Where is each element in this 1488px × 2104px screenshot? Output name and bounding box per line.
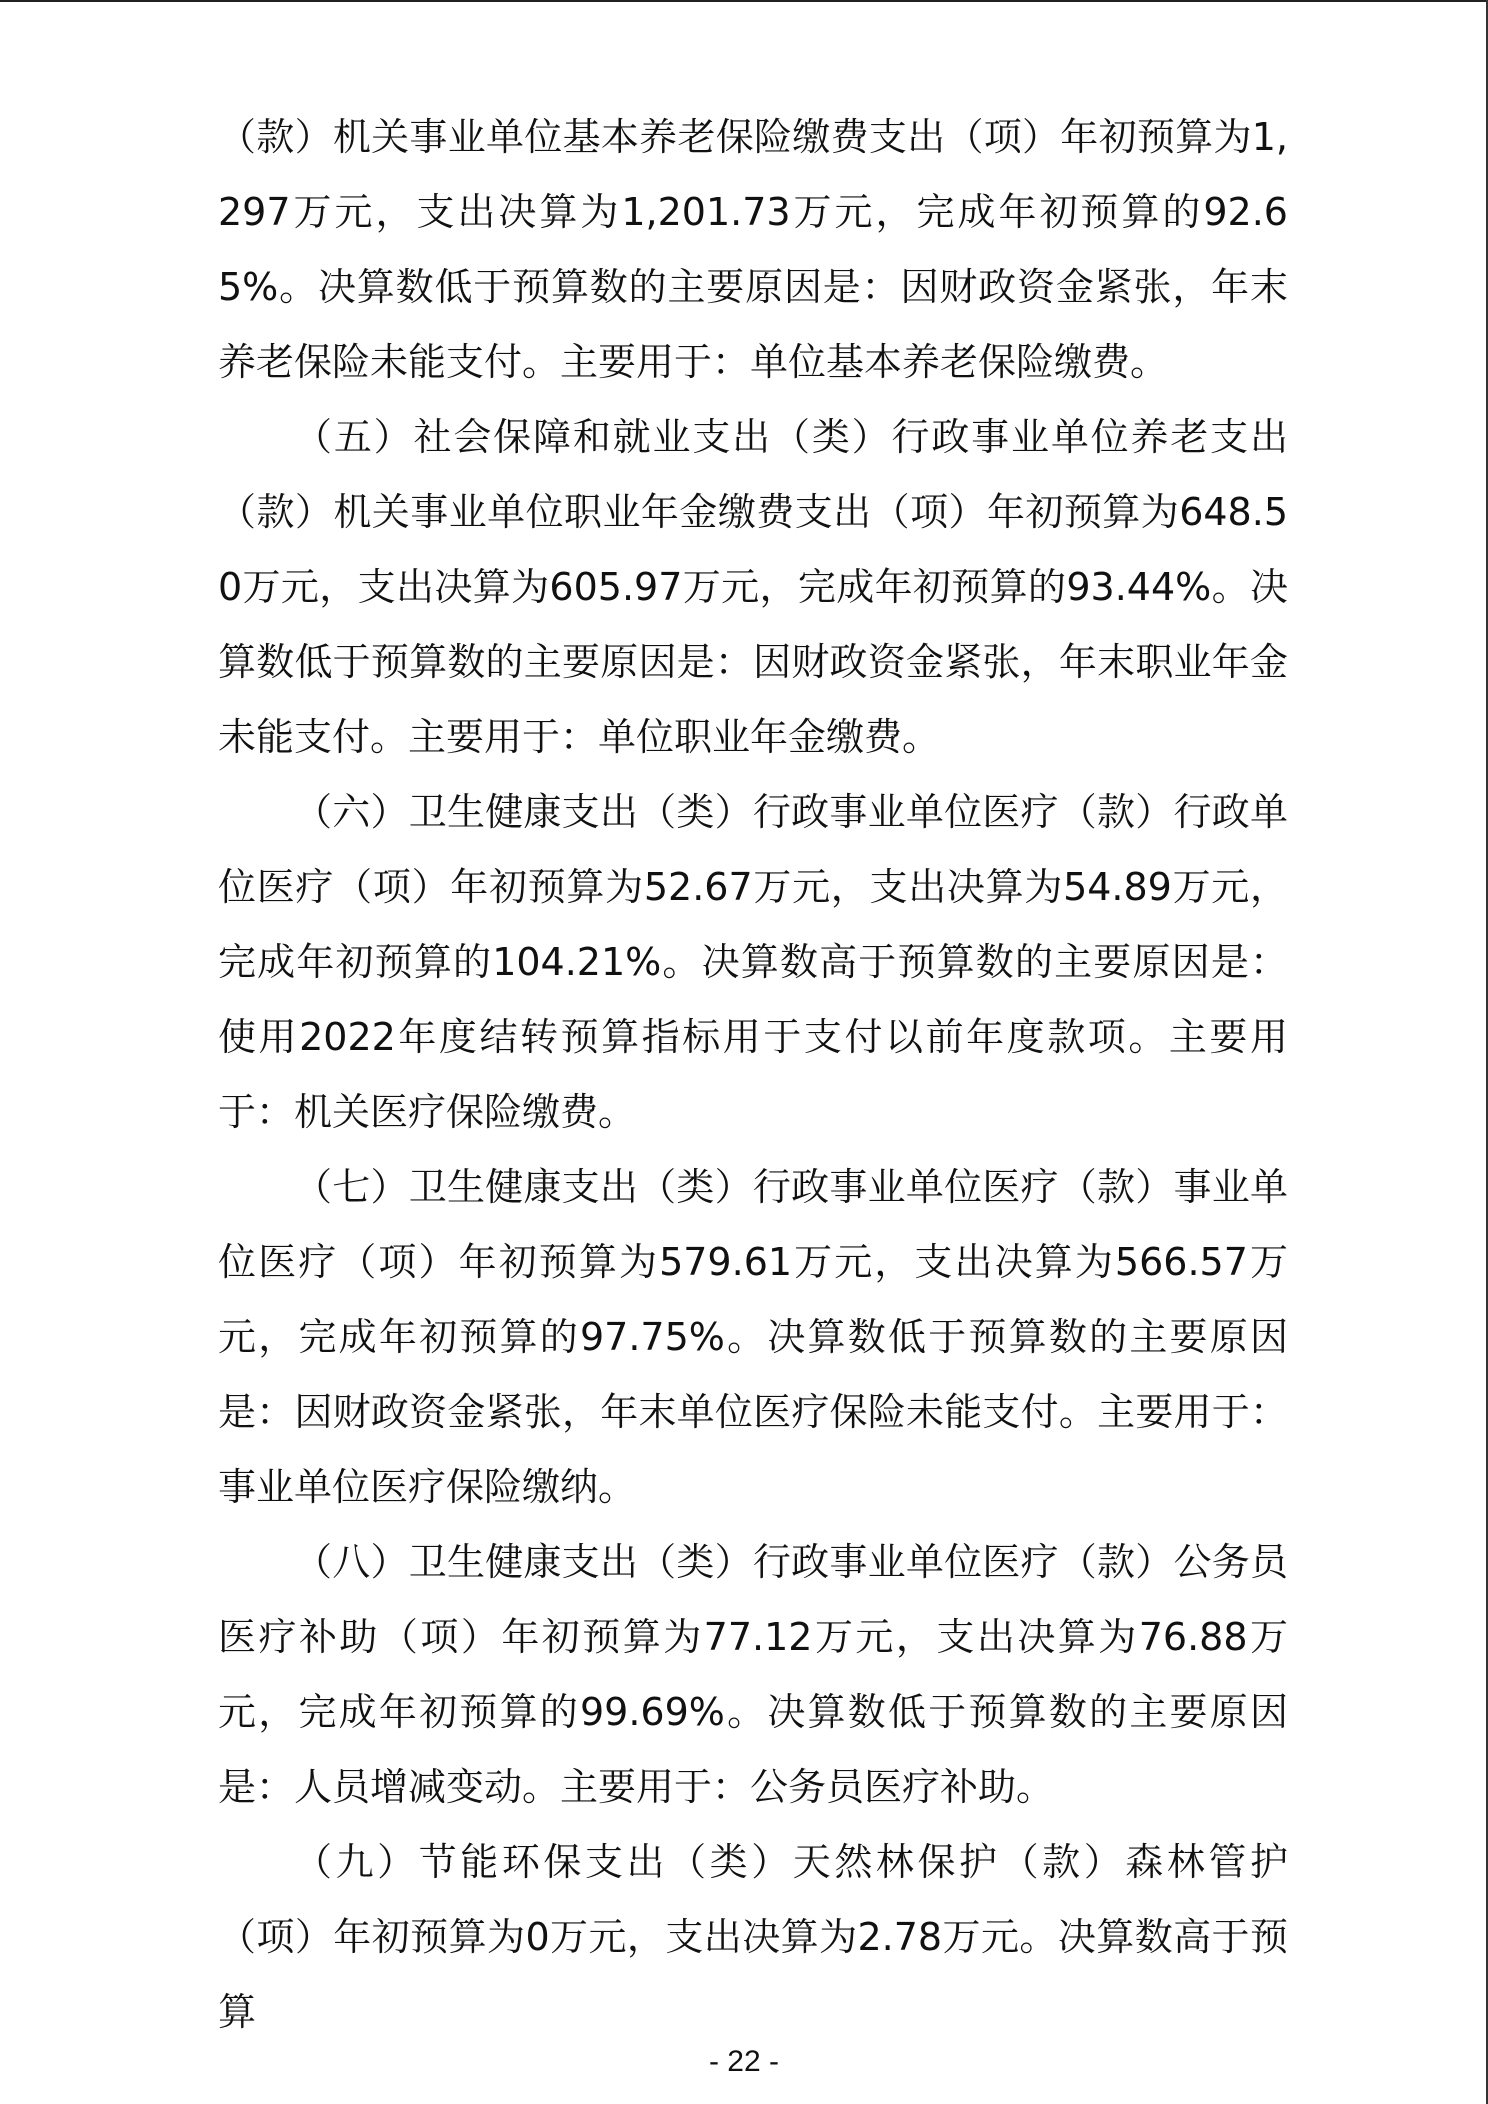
paragraph-section-9: （九）节能环保支出（类）天然林保护（款）森林管护（项）年初预算为0万元，支出决算为2.78万元。决算数高于预算 xyxy=(218,1840,1288,2034)
page-number: - 22 - xyxy=(708,2045,780,2078)
document-body xyxy=(218,100,1288,2050)
paragraph-continued-pension: （款）机关事业单位基本养老保险缴费支出（项）年初预算为1,297万元，支出决算为1,201.73万元，完成年初预算的92.65%。决算数低于预算数的主要原因是：因财政资金紧张，年末养老保险未能支付。主要用于：单位基本养老保险缴费。 xyxy=(218,115,1288,384)
paragraph-section-6: （六）卫生健康支出（类）行政事业单位医疗（款）行政单位医疗（项）年初预算为52.67万元，支出决算为54.89万元，完成年初预算的104.21%。决算数高于预算数的主要原因是：使用2022年度结转预算指标用于支付以前年度款项。主要用于：机关医疗保险缴费。 xyxy=(218,790,1288,1134)
paragraph-section-5: （五）社会保障和就业支出（类）行政事业单位养老支出（款）机关事业单位职业年金缴费支出（项）年初预算为648.50万元，支出决算为605.97万元，完成年初预算的93.44%。决算数低于预算数的主要原因是：因财政资金紧张，年末职业年金未能支付。主要用于：单位职业年金缴费。 xyxy=(218,415,1288,759)
paragraph-section-8: （八）卫生健康支出（类）行政事业单位医疗（款）公务员医疗补助（项）年初预算为77.12万元，支出决算为76.88万元，完成年初预算的99.69%。决算数低于预算数的主要原因是：人员增减变动。主要用于：公务员医疗补助。 xyxy=(218,1540,1288,1809)
page-top-border xyxy=(0,0,1488,2)
paragraph-section-7: （七）卫生健康支出（类）行政事业单位医疗（款）事业单位医疗（项）年初预算为579.61万元，支出决算为566.57万元，完成年初预算的97.75%。决算数低于预算数的主要原因是：因财政资金紧张，年末单位医疗保险未能支付。主要用于：事业单位医疗保险缴纳。 xyxy=(218,1165,1288,1509)
